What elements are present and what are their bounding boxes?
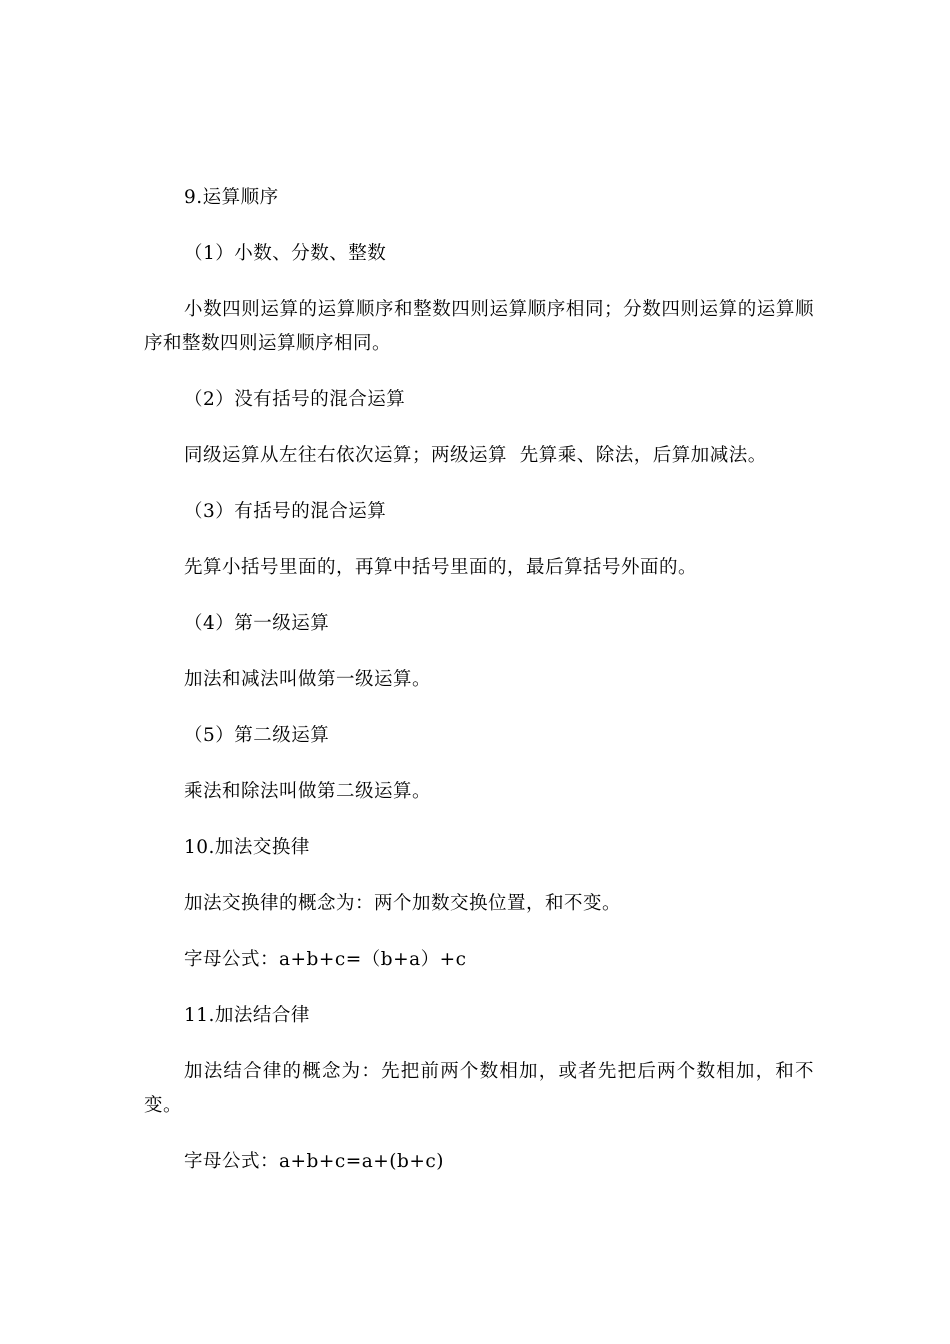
subsection-heading: （1）小数、分数、整数 [184,243,387,264]
document-body [144,181,814,1201]
body-paragraph: 乘法和除法叫做第二级运算。 [184,781,432,802]
section-heading: 10.加法交换律 [184,837,310,858]
subsection-heading: （5）第二级运算 [184,725,330,746]
body-paragraph: 加法和减法叫做第一级运算。 [184,669,432,690]
subsection-heading: （2）没有括号的混合运算 [184,389,406,410]
body-paragraph: 加法结合律的概念为：先把前两个数相加，或者先把后两个数相加，和不变。 [144,1061,814,1116]
subsection-heading: （4）第一级运算 [184,613,330,634]
formula-line: 字母公式：a+b+c=a+(b+c) [184,1151,444,1172]
subsection-heading: （3）有括号的混合运算 [184,501,387,522]
body-paragraph: 小数四则运算的运算顺序和整数四则运算顺序相同；分数四则运算的运算顺序和整数四则运算顺序相同。 [144,299,814,354]
body-paragraph: 加法交换律的概念为：两个加数交换位置，和不变。 [184,893,622,914]
body-paragraph: 先算小括号里面的，再算中括号里面的，最后算括号外面的。 [184,557,698,578]
section-heading: 9.运算顺序 [184,187,279,208]
body-paragraph: 同级运算从左往右依次运算；两级运算 先算乘、除法，后算加减法。 [184,445,767,466]
section-heading: 11.加法结合律 [184,1005,310,1026]
formula-line: 字母公式：a+b+c=（b+a）+c [184,949,467,970]
